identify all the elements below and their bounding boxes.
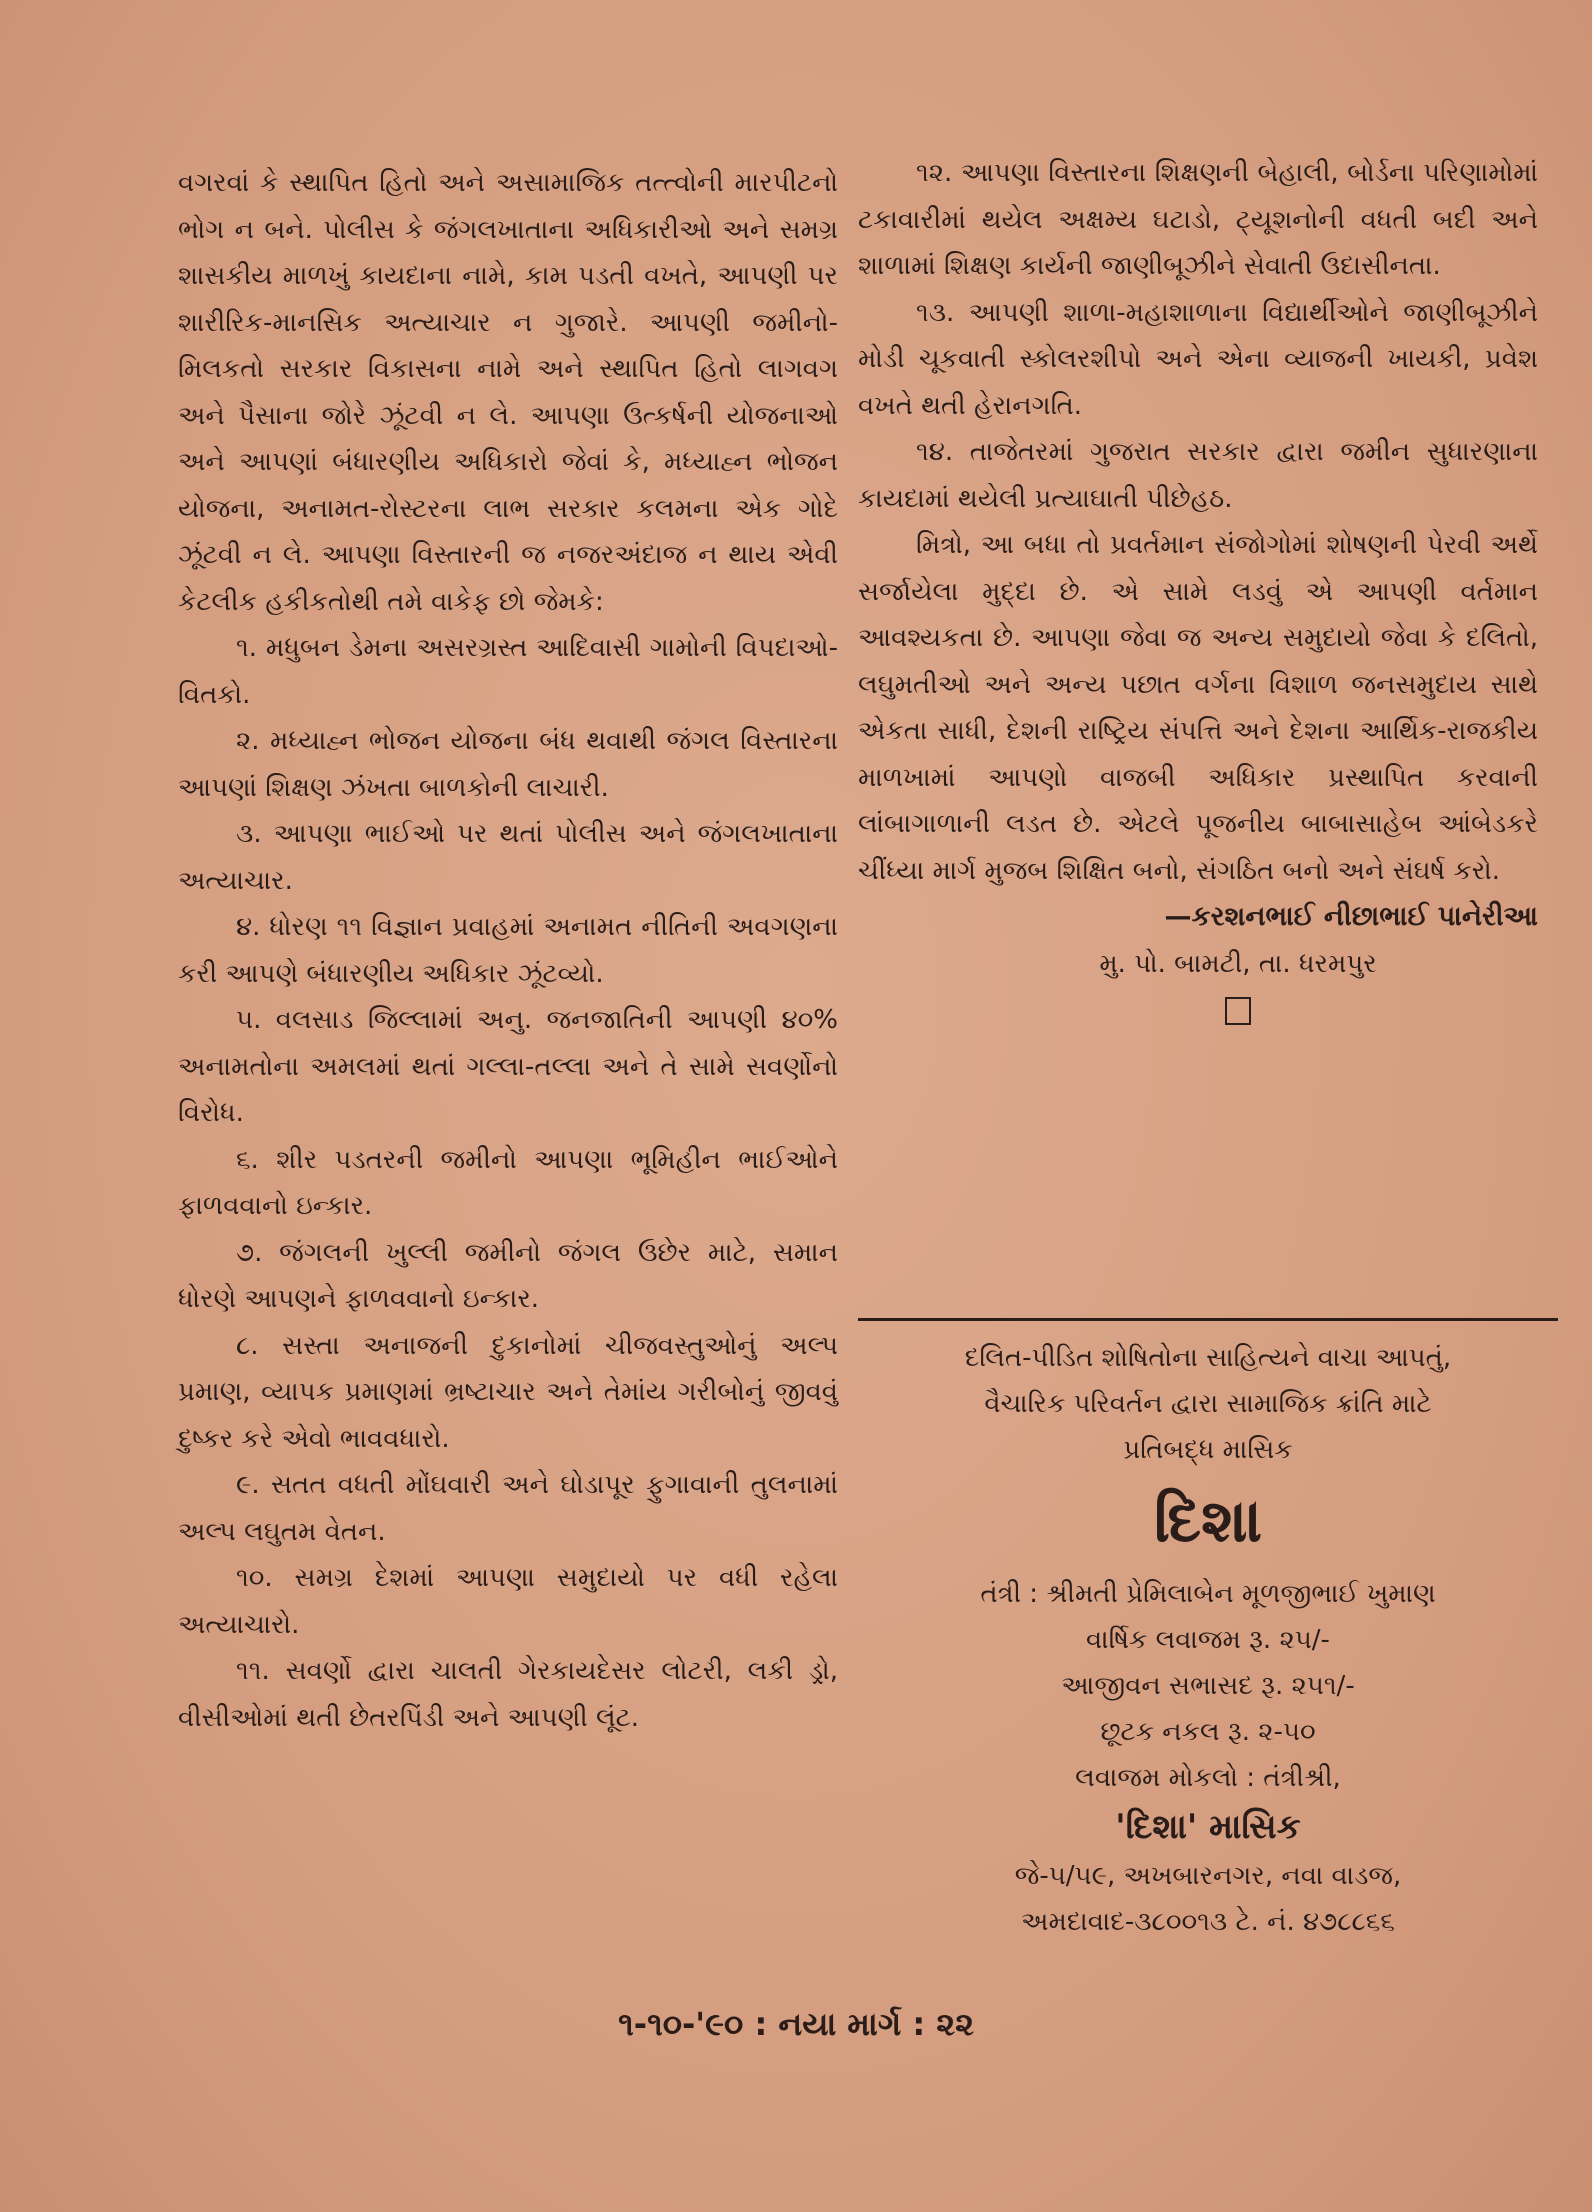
- editor-line: તંત્રી : શ્રીમતી પ્રેમિલાબેન મૂળજીભાઈ ખુમાણ: [980, 1579, 1436, 1609]
- author-signature: —કરશનભાઈ નીછાભાઈ પાનેરીઆ: [1164, 901, 1538, 932]
- list-item: ૧. મધુબન ડેમના અસરગ્રસ્ત આદિવાસી ગામોની વિપદાઓ-વિતકો.: [178, 633, 838, 710]
- list-item: ૬. શીર પડતરની જમીનો આપણા ભૂમિહીન ભાઈઓને ફાળવવાનો ઇન્કાર.: [178, 1144, 838, 1221]
- author-place: મુ. પો. બામટી, તા. ધરમપુર: [1099, 948, 1377, 979]
- list-item: ૧૧. સવર્ણો દ્વારા ચાલતી ગેરકાયદેસર લોટરી, લકી ડ્રો, વીસીઓમાં થતી છેતરપિંડી અને આપણી લૂંટ.: [178, 1656, 838, 1733]
- right-column: [858, 150, 1538, 1025]
- single-copy-price: છૂટક નકલ રૂ. ૨-૫૦: [1100, 1717, 1316, 1747]
- closing-paragraph: મિત્રો, આ બધા તો પ્રવર્તમાન સંજોગોમાં શોષણની પેરવી અર્થે સર્જાયેલા મુદ્દા છે. એ સામે લડવું એ આપણી વર્તમાન આવશ્યકતા છે. આપણા જેવા જ અન્ય સમુદાયો જેવા કે દલિતો, લઘુમતીઓ અને અન્ય પછાત વર્ગના વિશાળ જનસમુદાય સાથે એકતા સાધી, દેશની રાષ્ટ્રિય સંપત્તિ અને દેશના આર્થિક-રાજકીય માળખામાં આપણો વાજબી અધિકાર પ્રસ્થાપિત કરવાની લાંબાગાળાની લડત છે. એટલે પૂજનીય બાબાસાહેબ આંબેડકરે ચીંધ્યા માર્ગ મુજબ શિક્ષિત બનો, સંગઠિત બનો અને સંઘર્ષ કરો.: [858, 530, 1538, 886]
- lifetime-fee: આજીવન સભાસદ રૂ. ૨૫૧/-: [1061, 1671, 1355, 1701]
- address-line-2: અમદાવાદ-૩૮૦૦૧૩ ટે. નં. ૪૭૮૮૬૬: [1021, 1907, 1395, 1937]
- divider: [858, 1318, 1558, 1321]
- list-item: ૮. સસ્તા અનાજની દુકાનોમાં ચીજવસ્તુઓનું અલ્પ પ્રમાણ, વ્યાપક પ્રમાણમાં ભ્રષ્ટાચાર અને તેમાંય ગરીબોનું જીવવું દુષ્કર કરે એવો ભાવવધારો.: [178, 1330, 838, 1454]
- list-item: ૧૪. તાજેતરમાં ગુજરાત સરકાર દ્વારા જમીન સુધારણાના કાયદામાં થયેલી પ્રત્યાઘાતી પીછેહઠ.: [858, 437, 1538, 514]
- disha-advertisement: [858, 1335, 1558, 1945]
- address-line-1: જે-૫/૫૯, અખબારનગર, નવા વાડજ,: [1014, 1861, 1402, 1891]
- list-item: ૧૩. આપણી શાળા-મહાશાળાના વિદ્યાર્થીઓને જાણીબૂઝીને મોડી ચૂકવાતી સ્કોલરશીપો અને એના વ્યાજની ખાયકી, પ્રવેશ વખતે થતી હેરાનગતિ.: [858, 297, 1538, 421]
- list-item: ૧૦. સમગ્ર દેશમાં આપણા સમુદાયો પર વધી રહેલા અત્યાચારો.: [178, 1563, 838, 1640]
- list-item: ૨. મધ્યાહ્ન ભોજન યોજના બંધ થવાથી જંગલ વિસ્તારના આપણાં શિક્ષણ ઝંખતા બાળકોની લાચારી.: [178, 726, 838, 803]
- list-item: ૭. જંગલની ખુલ્લી જમીનો જંગલ ઉછેર માટે, સમાન ધોરણે આપણને ફાળવવાનો ઇન્કાર.: [178, 1237, 838, 1314]
- magazine-title: દિશા: [1153, 1486, 1263, 1556]
- list-item: ૫. વલસાડ જિલ્લામાં અનુ. જનજાતિની આપણી ૪૦% અનામતોના અમલમાં થતાં ગલ્લા-તલ્લા અને તે સામે સવર્ણોનો વિરોધ.: [178, 1005, 838, 1128]
- ad-tagline-1: દલિત-પીડિત શોષિતોના સાહિત્યને વાચા આપતું,: [964, 1343, 1452, 1373]
- annual-fee: વાર્ષિક લવાજમ રૂ. ૨૫/-: [1086, 1625, 1330, 1655]
- ad-tagline-2: વૈચારિક પરિવર્તન દ્વારા સામાજિક ક્રાંતિ માટે: [984, 1389, 1432, 1419]
- send-to-line: લવાજમ મોકલો : તંત્રીશ્રી,: [1075, 1763, 1341, 1793]
- list-item: ૩. આપણા ભાઈઓ પર થતાં પોલીસ અને જંગલખાતાના અત્યાચાર.: [178, 819, 838, 896]
- ad-tagline-3: પ્રતિબદ્ધ માસિક: [1123, 1435, 1293, 1465]
- page-footer: ૧-૧૦-'૯૦ : નયા માર્ગ : ૨૨: [618, 2005, 974, 2043]
- intro-paragraph: વગરવાં કે સ્થાપિત હિતો અને અસામાજિક તત્ત્વોની મારપીટનો ભોગ ન બને. પોલીસ કે જંગલખાતાના અધિકારીઓ અને સમગ્ર શાસકીય માળખું કાયદાના નામે, કામ પડતી વખતે, આપણી પર શારીરિક-માનસિક અત્યાચાર ન ગુજારે. આપણી જમીનો-મિલકતો સરકાર વિકાસના નામે અને સ્થાપિત હિતો લાગવગ અને પૈસાના જોરે ઝૂંટવી ન લે. આપણા ઉત્કર્ષની યોજનાઓ અને આપણાં બંધારણીય અધિકારો જેવાં કે, મધ્યાહ્ન ભોજન યોજના, અનામત-રોસ્ટરના લાભ સરકાર કલમના એક ગોદે ઝૂંટવી ન લે. આપણા વિસ્તારની જ નજરઅંદાજ ન થાય એવી કેટલીક હકીકતોથી તમે વાકેફ છો જેમકે:: [178, 168, 838, 617]
- end-mark-icon: [1225, 997, 1251, 1025]
- left-column: [178, 160, 838, 1741]
- magazine-name: 'દિશા' માસિક: [1115, 1807, 1301, 1847]
- list-item: ૪. ધોરણ ૧૧ વિજ્ઞાન પ્રવાહમાં અનામત નીતિની અવગણના કરી આપણે બંધારણીય અધિકાર ઝૂંટવ્યો.: [178, 912, 838, 989]
- list-item: ૯. સતત વધતી મોંઘવારી અને ઘોડાપૂર ફુગાવાની તુલનામાં અલ્પ લઘુતમ વેતન.: [178, 1470, 838, 1547]
- list-item: ૧૨. આપણા વિસ્તારના શિક્ષણની બેહાલી, બોર્ડના પરિણામોમાં ટકાવારીમાં થયેલ અક્ષમ્ય ઘટાડો, ટ્યૂશનોની વધતી બદી અને શાળામાં શિક્ષણ કાર્યની જાણીબૂઝીને સેવાતી ઉદાસીનતા.: [858, 158, 1538, 281]
